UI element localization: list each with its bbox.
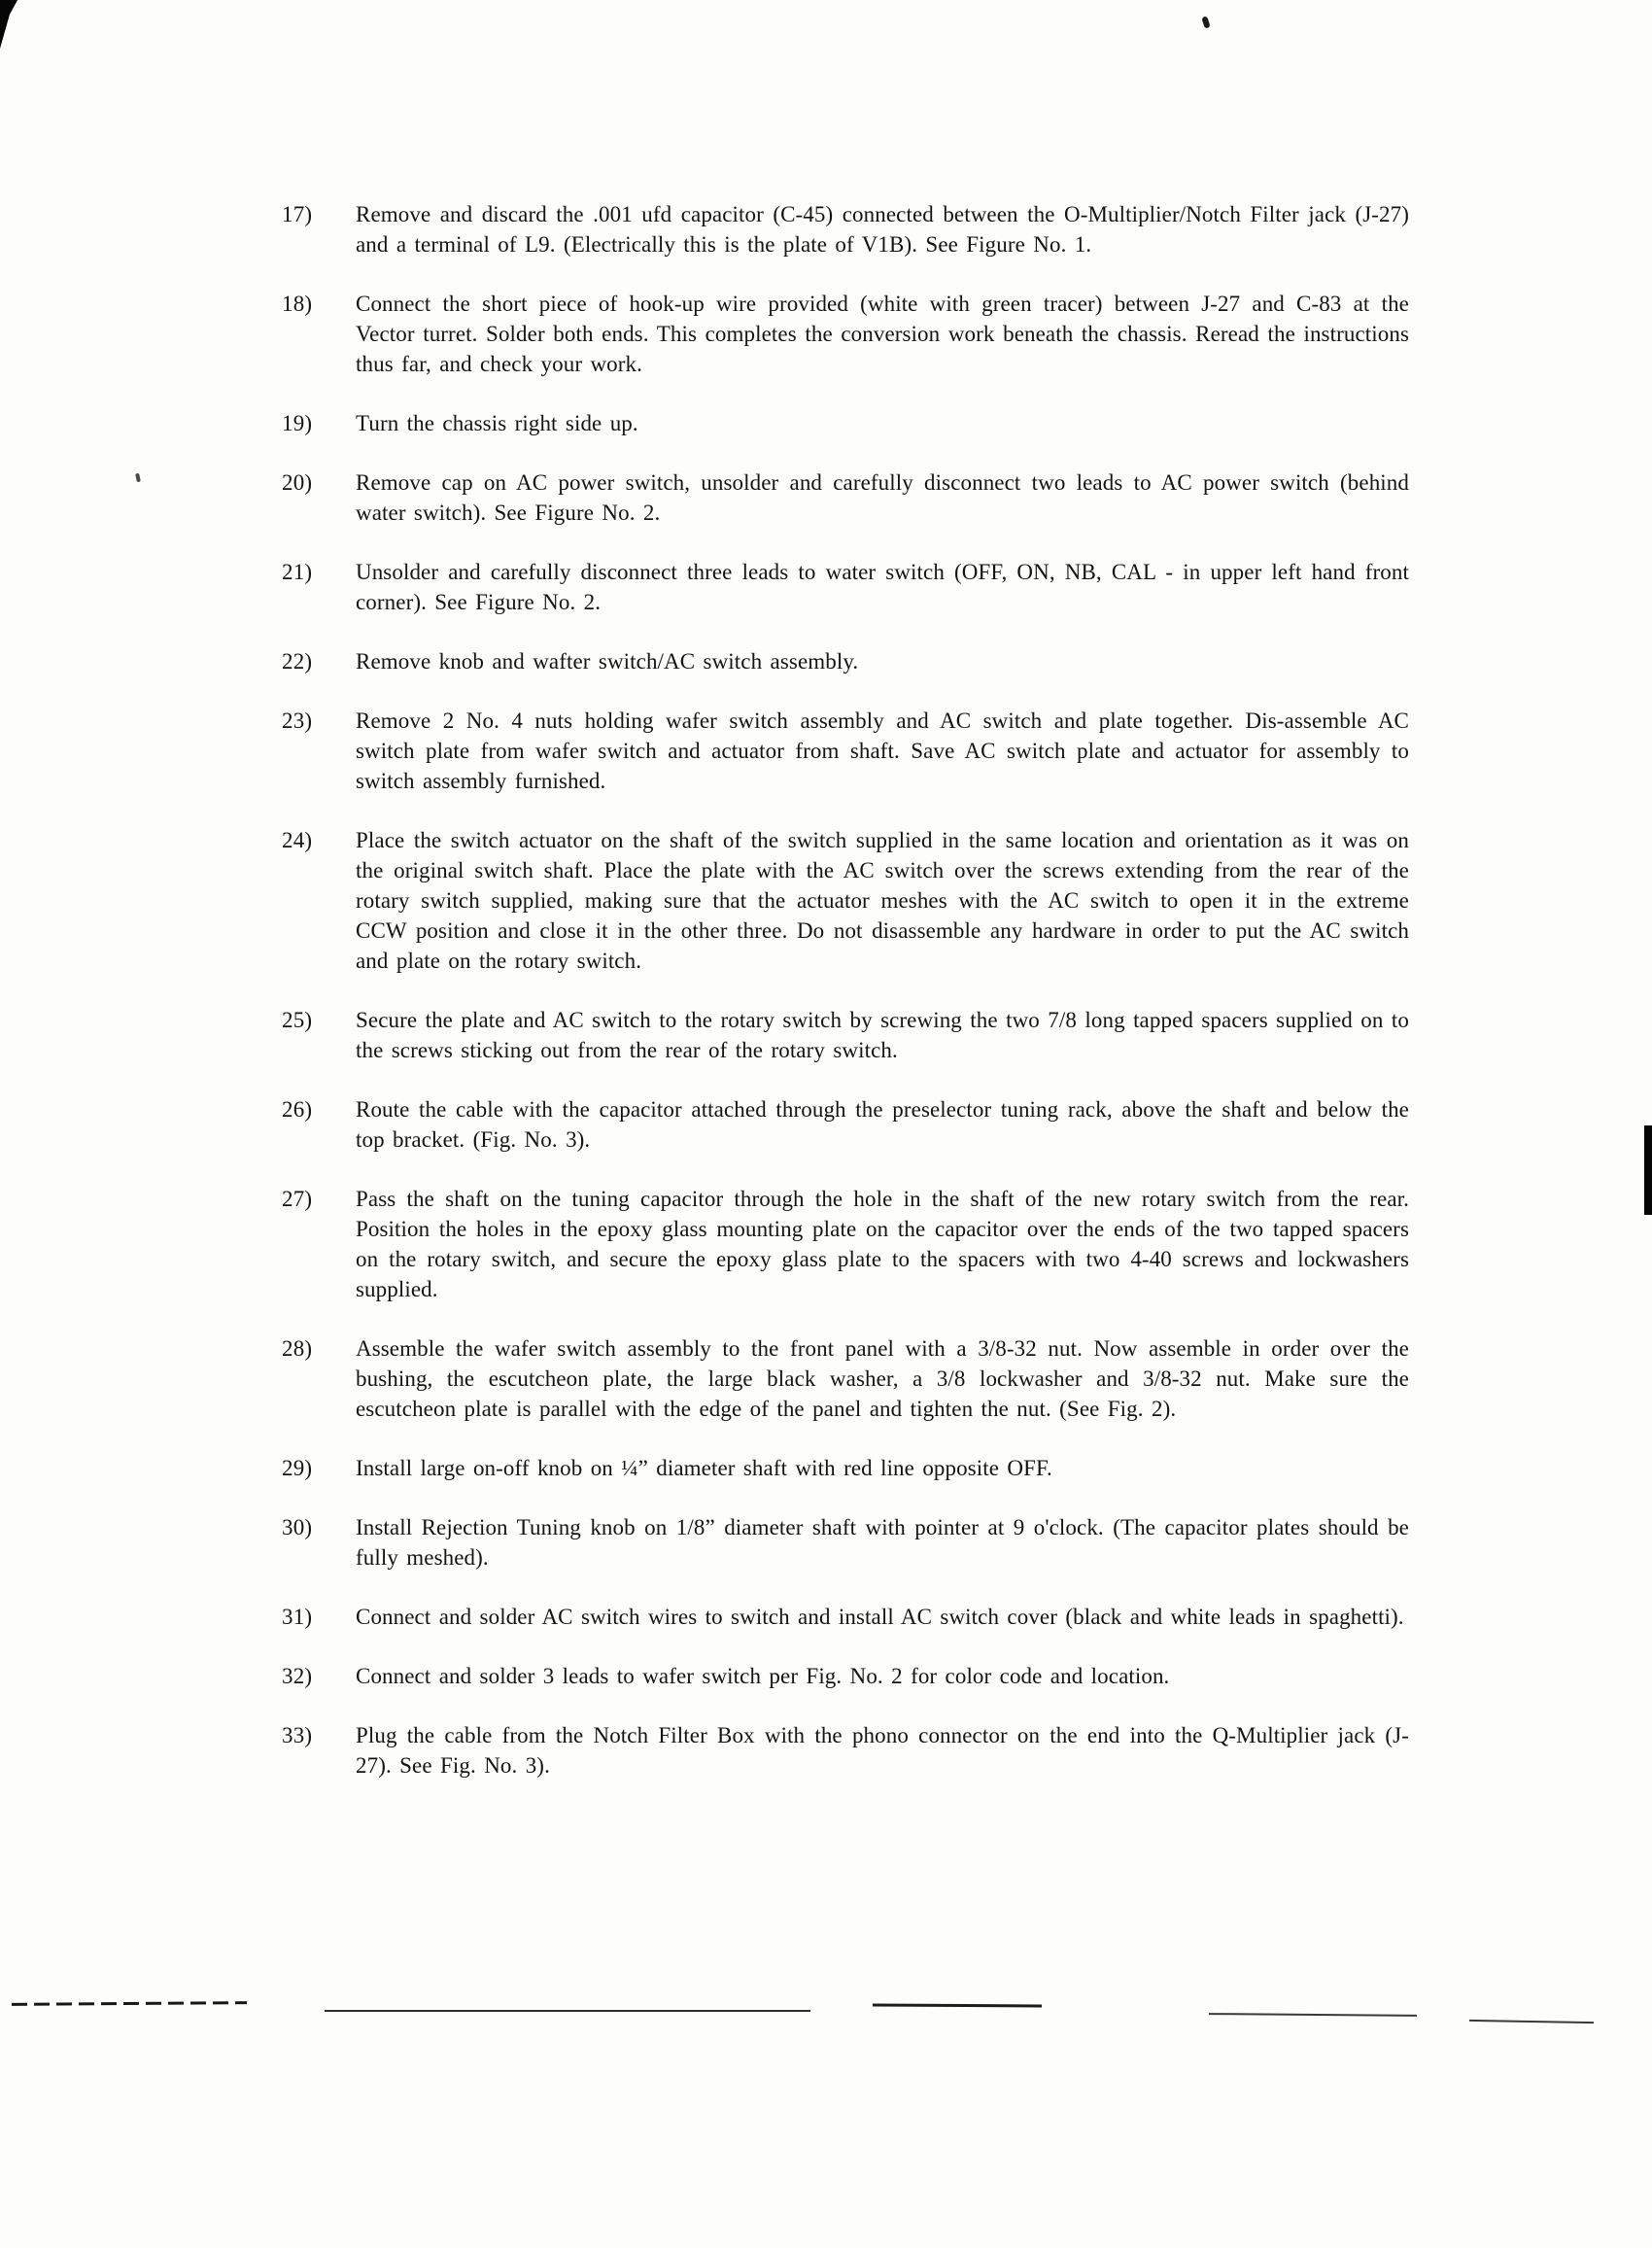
item-text: Unsolder and carefully disconnect three leads to water switch (OFF, ON, NB, CAL - in upper left hand front corner). See Figure No. 2. — [356, 560, 1409, 614]
instruction-item-23 — [282, 706, 1409, 796]
scan-artifact-bottom-line-1 — [12, 2001, 247, 2006]
item-number: 25) — [282, 1008, 313, 1032]
item-number: 31) — [282, 1605, 313, 1629]
item-number: 32) — [282, 1664, 313, 1688]
item-number: 21) — [282, 560, 313, 584]
scan-artifact-left-speck — [135, 473, 141, 483]
item-number: 19) — [282, 411, 313, 435]
instruction-item-33 — [282, 1720, 1409, 1781]
instruction-item-31 — [282, 1602, 1409, 1632]
instruction-item-29 — [282, 1453, 1409, 1483]
instruction-item-21 — [282, 557, 1409, 617]
instruction-item-19 — [282, 408, 1409, 438]
instruction-item-18 — [282, 289, 1409, 379]
item-text: Install Rejection Tuning knob on 1/8” diameter shaft with pointer at 9 o'clock. (The capacitor plates should be fully meshed). — [356, 1515, 1409, 1570]
item-text: Connect and solder 3 leads to wafer switch per Fig. No. 2 for color code and location. — [356, 1664, 1170, 1688]
instruction-item-17 — [282, 199, 1409, 259]
item-number: 22) — [282, 649, 313, 674]
instruction-item-25 — [282, 1005, 1409, 1065]
item-number: 20) — [282, 470, 313, 495]
instruction-item-26 — [282, 1094, 1409, 1155]
item-text: Remove cap on AC power switch, unsolder and carefully disconnect two leads to AC power switch (behind water switch). See Figure No. 2. — [356, 470, 1409, 525]
item-number: 27) — [282, 1187, 313, 1211]
scan-artifact-top-right-tick — [1201, 16, 1210, 28]
item-number: 23) — [282, 709, 313, 733]
scan-artifact-right-edge-bar — [1644, 1125, 1652, 1215]
instruction-item-30 — [282, 1512, 1409, 1573]
scan-artifact-bottom-line-3 — [873, 2004, 1042, 2008]
scan-artifact-top-left-corner — [0, 0, 17, 49]
item-number: 30) — [282, 1515, 313, 1539]
item-number: 18) — [282, 292, 313, 316]
item-text: Install large on-off knob on ¼” diameter shaft with red line opposite OFF. — [356, 1456, 1052, 1480]
item-number: 17) — [282, 202, 313, 226]
item-text: Remove and discard the .001 ufd capacitor (C-45) connected between the O-Multiplier/Notch Filter jack (J-27) and a terminal of L9. (Electrically this is the plate of V1B). See Figure No. 1. — [356, 202, 1409, 257]
item-text: Remove 2 No. 4 nuts holding wafer switch assembly and AC switch and plate together. Dis-assemble AC switch plate from wafer switch and actuator from shaft. Save AC switch plate and actuator for assembly to switch assembly furnished. — [356, 709, 1409, 793]
item-text: Place the switch actuator on the shaft of the switch supplied in the same location and orientation as it was on the original switch shaft. Place the plate with the AC switch over the screws extending from the rear of the rotary switch supplied, making sure that the actuator meshes with the AC switch to open it in the extreme CCW position and close it in the other three. Do not disassemble any hardware in order to put the AC switch and plate on the rotary switch. — [356, 828, 1409, 973]
item-text: Plug the cable from the Notch Filter Box with the phono connector on the end into the Q-Multiplier jack (J-27). See Fig. No. 3). — [356, 1723, 1409, 1778]
item-number: 33) — [282, 1723, 313, 1747]
item-text: Route the cable with the capacitor attached through the preselector tuning rack, above the shaft and below the top bracket. (Fig. No. 3). — [356, 1097, 1409, 1152]
item-text: Secure the plate and AC switch to the rotary switch by screwing the two 7/8 long tapped spacers supplied on to the screws sticking out from the rear of the rotary switch. — [356, 1008, 1409, 1062]
item-text: Connect and solder AC switch wires to switch and install AC switch cover (black and white leads in spaghetti). — [356, 1605, 1404, 1629]
item-number: 24) — [282, 828, 313, 852]
instruction-item-22 — [282, 646, 1409, 676]
scan-artifact-bottom-line-2 — [325, 2010, 810, 2012]
item-text: Turn the chassis right side up. — [356, 411, 638, 435]
instruction-list — [282, 199, 1409, 1810]
item-text: Assemble the wafer switch assembly to the front panel with a 3/8-32 nut. Now assemble in order over the bushing, the escutcheon plate, the large black washer, a 3/8 lockwasher and 3/8-32 nut. Make sure the escutcheon plate is parallel with the edge of the panel and tighten the nut. (See Fig. 2). — [356, 1336, 1409, 1421]
item-number: 28) — [282, 1336, 313, 1361]
scan-artifact-bottom-line-4 — [1209, 2013, 1417, 2017]
item-number: 26) — [282, 1097, 313, 1122]
item-text: Pass the shaft on the tuning capacitor through the hole in the shaft of the new rotary switch from the rear. Position the holes in the epoxy glass mounting plate on the capacitor over the ends of the two tapped spacers on the rotary switch, and secure the epoxy glass plate to the spacers with two 4-40 screws and lockwashers supplied. — [356, 1187, 1409, 1301]
instruction-item-27 — [282, 1184, 1409, 1304]
scan-artifact-bottom-line-5 — [1469, 2020, 1594, 2023]
item-number: 29) — [282, 1456, 313, 1480]
instruction-item-24 — [282, 825, 1409, 976]
instruction-item-32 — [282, 1661, 1409, 1691]
item-text: Remove knob and wafter switch/AC switch assembly. — [356, 649, 859, 674]
instruction-item-28 — [282, 1333, 1409, 1424]
instruction-item-20 — [282, 467, 1409, 528]
item-text: Connect the short piece of hook-up wire provided (white with green tracer) between J-27 and C-83 at the Vector turret. Solder both ends. This completes the conversion work beneath the chassis. Reread the instructions thus far, and check your work. — [356, 292, 1409, 376]
